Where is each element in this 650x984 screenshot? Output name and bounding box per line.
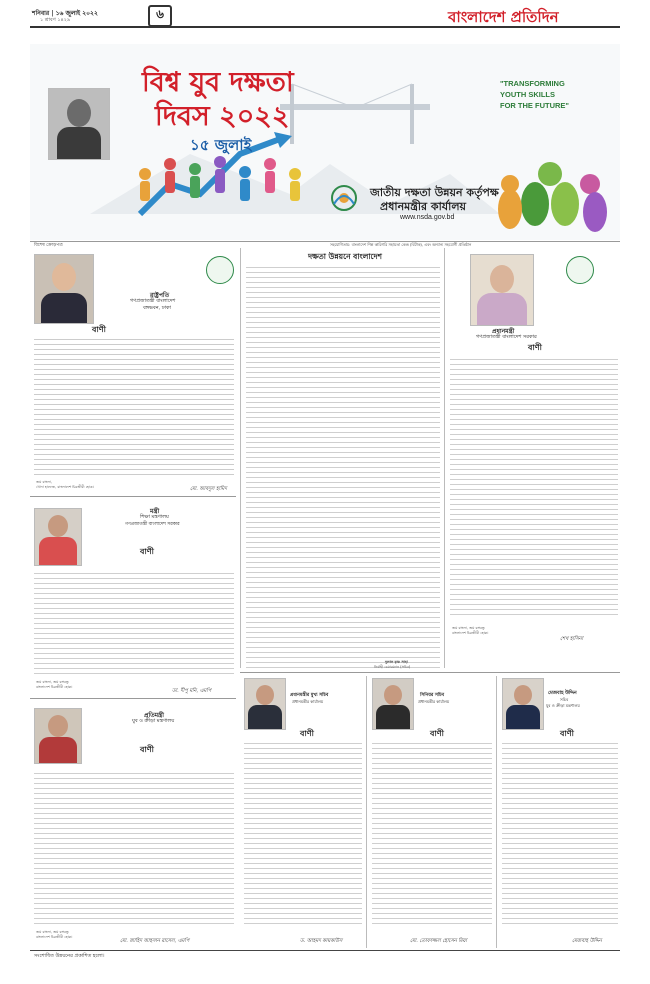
principal-secretary-title: প্রধানমন্ত্রীর মুখ্য সচিব	[290, 693, 329, 698]
president-subtitle-2: বঙ্গভবন, ঢাকা	[143, 305, 171, 311]
banner-artwork	[30, 44, 620, 240]
theme-line-3: FOR THE FUTURE"	[500, 101, 569, 110]
senior-secretary-suit	[376, 705, 410, 729]
principal-secretary-photo	[244, 678, 286, 730]
senior-secretary-baani-heading: বাণী	[430, 728, 444, 738]
president-subtitle: গণপ্রজাতন্ত্রী বাংলাদেশ	[130, 298, 176, 304]
president-closing: জয় বাংলা,	[36, 480, 52, 484]
principal-secretary-suit	[248, 705, 282, 729]
nsda-logo-icon	[330, 184, 358, 212]
center-article-title: দক্ষতা উন্নয়নে বাংলাদেশ	[308, 252, 382, 261]
center-article-byline-title: নির্বাহী চেয়ারম্যান (সচিব)	[374, 665, 411, 669]
senior-secretary-head	[384, 685, 402, 705]
banner-date: ১৫ জুলাই	[190, 136, 252, 154]
youth-minister-closing: জয় বাংলা, জয় বঙ্গবন্ধু	[36, 930, 69, 934]
youth-minister-head	[48, 715, 68, 737]
youth-minister-photo	[34, 708, 82, 764]
principal-secretary-subtitle: প্রধানমন্ত্রীর কার্যালয়	[292, 699, 324, 704]
banner	[30, 44, 620, 240]
theme-line-1: "TRANSFORMING	[500, 79, 565, 88]
youth-secretary-body	[502, 740, 618, 926]
education-minister-title: মন্ত্রী	[150, 508, 160, 515]
education-minister-head	[48, 515, 68, 537]
youth-minister-title: প্রতিমন্ত্রী	[144, 712, 164, 719]
portrait-head	[67, 99, 91, 127]
pm-subtitle: গণপ্রজাতন্ত্রী বাংলাদেশ সরকার	[476, 334, 537, 340]
senior-secretary-photo	[372, 678, 414, 730]
pm-photo	[470, 254, 534, 326]
principal-secretary-signature: ড. আহমদ কায়কাউস	[300, 938, 343, 944]
youth-minister-signature: মো. জাহিদ আহসান রাসেল, এমপি	[120, 938, 190, 944]
senior-secretary-subtitle: প্রধানমন্ত্রীর কার্যালয়	[418, 699, 450, 704]
footer-rule	[30, 950, 620, 951]
education-minister-subtitle-2: গণপ্রজাতন্ত্রী বাংলাদেশ সরকার	[125, 522, 180, 527]
youth-secretary-head	[514, 685, 532, 705]
president-signature: মো. আবদুল হামিদ	[190, 486, 227, 492]
center-right-divider	[444, 248, 445, 668]
education-minister-closing: জয় বাংলা, জয় বঙ্গবন্ধু	[36, 680, 69, 684]
pm-title: প্রধানমন্ত্রী	[492, 328, 515, 335]
date-line: শনিবার | ১৬ জুলাই ২০২২	[32, 10, 98, 17]
youth-secretary-title: মেজবাহ উদ্দিন	[548, 690, 577, 696]
education-minister-photo	[34, 508, 82, 566]
banner-headline-line2: দিবস ২০২২	[155, 101, 290, 132]
masthead-divider	[30, 26, 620, 28]
banner-footer-left: বিশেষ ক্রোড়পত্র	[34, 243, 63, 248]
president-photo	[34, 254, 94, 324]
org-office: প্রধানমন্ত্রীর কার্যালয়	[380, 200, 466, 213]
education-minister-body	[34, 570, 234, 674]
president-baani-heading: বাণী	[92, 324, 106, 334]
center-article-body	[246, 264, 440, 668]
youth-secretary-suit	[506, 705, 540, 729]
brand-logo: বাংলাদেশ প্রতিদিন	[448, 8, 559, 26]
youth-minister-body	[39, 737, 77, 763]
pm-saree	[477, 293, 527, 326]
org-website[interactable]: www.nsda.gov.bd	[400, 214, 455, 221]
senior-secretary-body	[372, 740, 492, 926]
youth-minister-baani-heading: বাণী	[140, 744, 154, 754]
center-article-byline: দুলাল কৃষ্ণ সাহা	[385, 660, 408, 664]
principal-secretary-head	[256, 685, 274, 705]
education-minister-baani-heading: বাণী	[140, 546, 154, 556]
pm-emblem-icon	[566, 256, 594, 284]
education-minister-divider	[30, 698, 236, 699]
president-head	[52, 263, 76, 291]
pm-baani-heading: বাণী	[528, 342, 542, 352]
lower-row-divider	[240, 672, 620, 673]
president-closing-2: খোদা হাফেজ, বাংলাদেশ চিরজীবী হোক।	[36, 485, 94, 489]
youth-minister-body	[34, 770, 234, 924]
banner-theme	[500, 78, 569, 111]
youth-secretary-subtitle-2: যুব ও ক্রীড়া মন্ত্রণালয়	[546, 703, 580, 708]
government-emblem-icon	[206, 256, 234, 284]
page-number: ৬	[156, 7, 164, 21]
portrait-body	[57, 127, 101, 160]
org-name: জাতীয় দক্ষতা উন্নয়ন কর্তৃপক্ষ	[370, 186, 499, 199]
president-title: রাষ্ট্রপতি	[150, 292, 170, 299]
education-minister-signature: ডা. দীপু মনি, এমপি	[172, 688, 212, 694]
banner-headline-line1: বিশ্ব যুব দক্ষতা	[142, 67, 294, 98]
president-suit	[41, 293, 87, 324]
pm-closing: জয় বাংলা, জয় বঙ্গবন্ধু	[452, 626, 485, 630]
pm-body	[450, 356, 618, 618]
youth-minister-closing-2: বাংলাদেশ চিরজীবী হোক।	[36, 935, 73, 939]
banner-bottom-rule	[30, 241, 620, 242]
center-left-divider	[240, 248, 241, 668]
senior-secretary-signature: মো. তোফাজ্জল হোসেন মিয়া	[410, 938, 467, 944]
pm-head	[490, 265, 514, 293]
lower-divider-2	[496, 676, 497, 948]
senior-secretary-title: সিনিয়র সচিব	[420, 693, 445, 698]
footer-note: সংশোধিত উন্নয়নের প্রকাশিত হলো।	[34, 953, 105, 959]
education-minister-subtitle: শিক্ষা মন্ত্রণালয়	[140, 514, 169, 520]
founder-portrait	[48, 88, 110, 160]
date-line-secondary: ১ শ্রাবণ ১৪২৯	[40, 17, 71, 23]
banner-footer-right: সহযোগিতায়: বাংলাদেশ শিল্প কারিগরি সহায়তা কেন্দ্র (বিটাক), এবং অন্যান্য সহযোগী প্রতিষ্ঠান	[330, 242, 472, 247]
youth-minister-subtitle: যুব ও ক্রীড়া মন্ত্রণালয়	[132, 718, 175, 724]
theme-line-2: YOUTH SKILLS	[500, 90, 556, 99]
youth-secretary-baani-heading: বাণী	[560, 728, 574, 738]
principal-secretary-body	[244, 740, 362, 926]
principal-secretary-baani-heading: বাণী	[300, 728, 314, 738]
president-body	[34, 336, 234, 476]
pm-closing-2: বাংলাদেশ চিরজীবী হোক।	[452, 631, 489, 635]
education-minister-closing-2: বাংলাদেশ চিরজীবী হোক।	[36, 685, 73, 689]
youth-secretary-subtitle: সচিব	[560, 697, 569, 702]
lower-divider-1	[366, 676, 367, 948]
youth-secretary-signature: মেজবাহ উদ্দিন	[572, 938, 602, 944]
pm-signature: শেখ হাসিনা	[560, 636, 584, 642]
education-minister-body	[39, 537, 77, 565]
youth-secretary-photo	[502, 678, 544, 730]
president-divider	[30, 496, 236, 497]
